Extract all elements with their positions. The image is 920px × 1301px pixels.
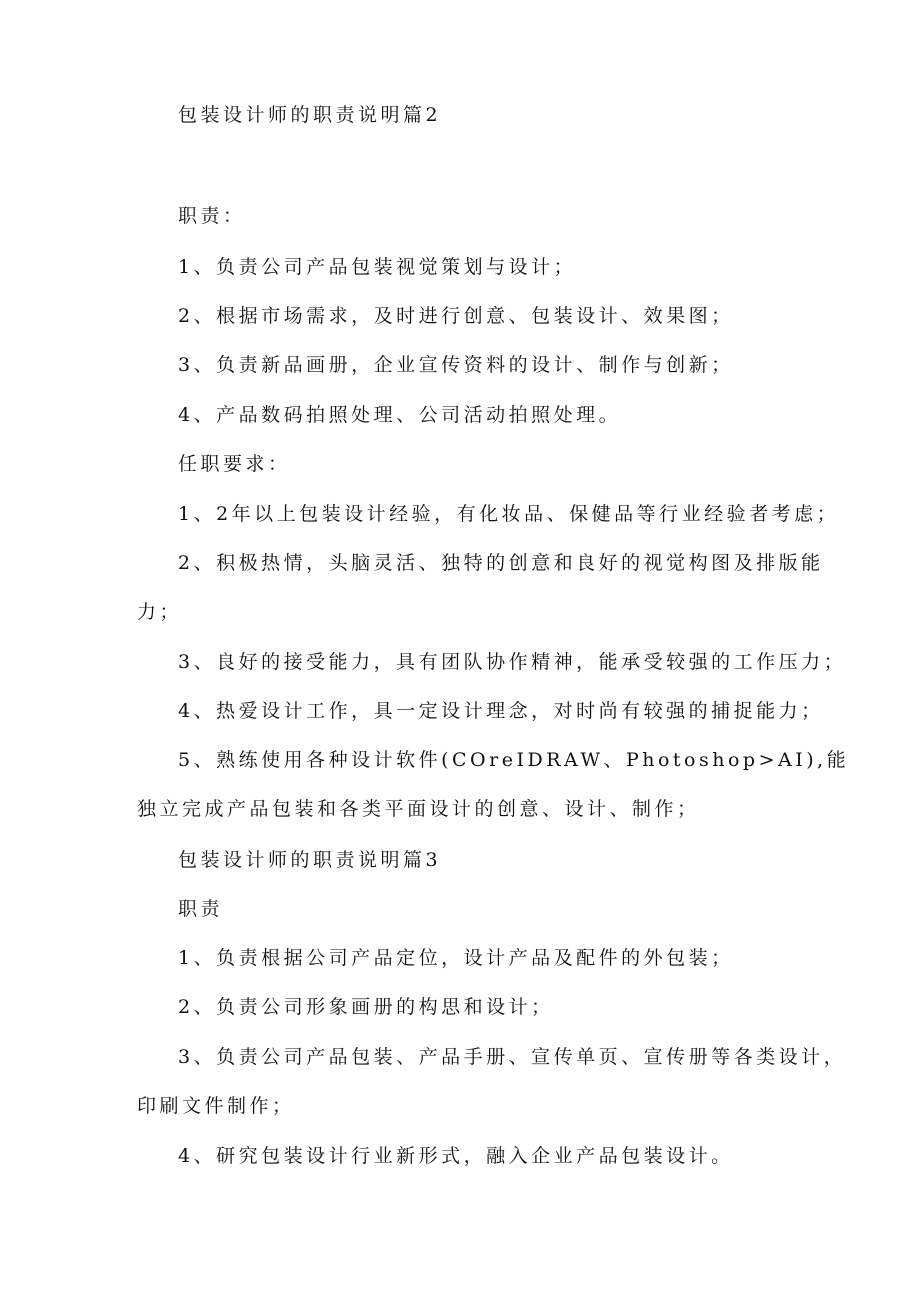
section-3-duty-item: 3、负责公司产品包装、产品手册、宣传单页、宣传册等各类设计， — [178, 1046, 847, 1068]
section-2-duty-item: 2、根据市场需求，及时进行创意、包装设计、效果图； — [178, 305, 734, 327]
section-2-requirement-continuation: 独立完成产品包装和各类平面设计的创意、设计、制作； — [137, 798, 700, 820]
section-3-duty-item: 1、负责根据公司产品定位，设计产品及配件的外包装； — [178, 947, 734, 969]
section-3-duty-item: 2、负责公司形象画册的构思和设计； — [178, 996, 554, 1018]
section-2-duty-item: 4、产品数码拍照处理、公司活动拍照处理。 — [178, 404, 622, 426]
section-2-requirement-continuation: 力； — [137, 601, 183, 623]
section-2-requirements-heading: 任职要求： — [178, 453, 291, 475]
section-2-requirement-item: 1、2年以上包装设计经验，有化妆品、保健品等行业经验者考虑； — [178, 503, 840, 525]
section-3-title: 包装设计师的职责说明篇3 — [178, 849, 442, 871]
section-2-duties-heading: 职责： — [178, 205, 246, 227]
section-3-duty-item: 4、研究包装设计行业新形式，融入企业产品包装设计。 — [178, 1145, 734, 1167]
section-2-requirement-item: 3、良好的接受能力，具有团队协作精神，能承受较强的工作压力； — [178, 651, 847, 673]
section-2-requirement-item: 4、热爱设计工作，具一定设计理念，对时尚有较强的捕捉能力； — [178, 700, 824, 722]
section-2-title: 包装设计师的职责说明篇2 — [178, 104, 442, 126]
section-2-duty-item: 3、负责新品画册，企业宣传资料的设计、制作与创新； — [178, 354, 734, 376]
section-2-duty-item: 1、负责公司产品包装视觉策划与设计； — [178, 256, 577, 278]
section-3-duties-heading: 职责 — [178, 898, 224, 920]
section-2-requirement-item: 2、积极热情，头脑灵活、独特的创意和良好的视觉构图及排版能 — [178, 552, 824, 574]
section-3-duty-continuation: 印刷文件制作； — [137, 1095, 295, 1117]
section-2-requirement-item: 5、熟练使用各种设计软件(COreIDRAW、Photoshop>AI),能 — [178, 749, 850, 771]
